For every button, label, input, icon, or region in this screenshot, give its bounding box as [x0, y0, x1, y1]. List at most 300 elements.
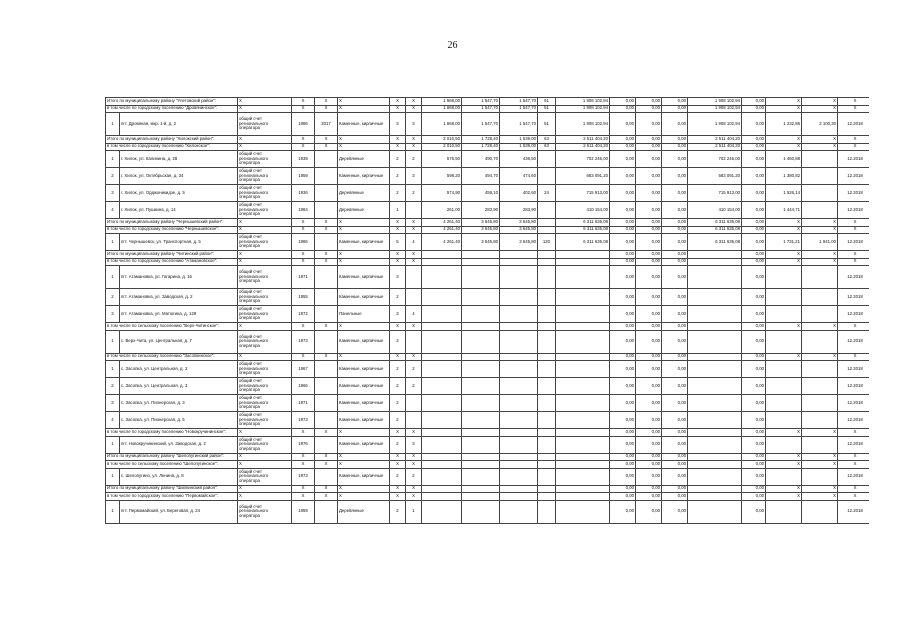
table-cell	[500, 266, 538, 289]
table-cell	[538, 436, 556, 453]
table-cell: 0,00	[636, 266, 662, 289]
table-cell: 1 908 102,94	[688, 105, 742, 113]
table-cell: 0,00	[636, 185, 662, 202]
table-cell: 0,00	[610, 98, 636, 106]
table-cell	[556, 461, 610, 469]
table-cell: 0,00	[742, 113, 766, 136]
table-cell	[802, 361, 838, 378]
table-cell: X	[838, 251, 870, 259]
table-cell: X	[292, 353, 315, 361]
table-cell: 24	[538, 185, 556, 202]
table-cell: 1 526,14	[766, 185, 802, 202]
table-cell: общий счет регионального оператора	[238, 151, 292, 168]
table-cell	[802, 378, 838, 395]
table-cell: X	[338, 105, 390, 113]
table-cell: 2	[406, 151, 422, 168]
table-cell	[422, 461, 462, 469]
table-cell	[538, 258, 556, 266]
table-cell: с. Шелопугино, ул. Ленина, д. 8	[120, 468, 238, 485]
table-cell: с. Верх-Чита, ул. Центральная, д. 7	[120, 330, 238, 353]
table-cell: 0,00	[610, 453, 636, 461]
table-cell: 6 311 635,08	[556, 226, 610, 234]
table-cell: 0,00	[662, 306, 688, 323]
table-cell: общий счет регионального оператора	[238, 361, 292, 378]
table-cell	[315, 412, 338, 429]
table-cell: 0,00	[636, 168, 662, 185]
table-cell: 0,00	[610, 378, 636, 395]
table-row	[106, 226, 870, 234]
table-cell: 6 311 635,08	[556, 219, 610, 227]
table-cell: 6 311 635,08	[688, 234, 742, 251]
table-cell: X	[766, 323, 802, 331]
table-cell: 0,00	[662, 330, 688, 353]
table-cell	[315, 468, 338, 485]
table-cell: 0,00	[742, 251, 766, 259]
table-cell: 0,00	[742, 353, 766, 361]
table-row	[106, 468, 870, 485]
table-cell	[766, 361, 802, 378]
table-cell	[538, 202, 556, 219]
table-cell	[422, 453, 462, 461]
table-cell: 12.2018	[838, 412, 870, 429]
table-cell: общий счет регионального оператора	[238, 395, 292, 412]
table-cell	[422, 395, 462, 412]
table-cell	[538, 468, 556, 485]
table-cell: X	[238, 219, 292, 227]
table-cell	[538, 493, 556, 501]
table-cell: X	[766, 258, 802, 266]
table-cell: 4	[106, 412, 120, 429]
table-cell: 0,00	[610, 361, 636, 378]
table-cell: Панельные	[338, 306, 390, 323]
table-cell: 0,00	[610, 266, 636, 289]
table-cell: X	[802, 219, 838, 227]
table-cell: X	[766, 485, 802, 493]
table-cell: 1	[106, 436, 120, 453]
table-cell: 0,00	[662, 98, 688, 106]
table-cell: X	[406, 105, 422, 113]
table-cell: 3 645,80	[462, 234, 500, 251]
table-cell: X	[766, 219, 802, 227]
table-cell	[315, 234, 338, 251]
table-cell: 0,00	[742, 168, 766, 185]
table-cell	[462, 378, 500, 395]
table-cell: 2	[106, 378, 120, 395]
table-cell: X	[315, 143, 338, 151]
table-cell	[802, 412, 838, 429]
table-cell: 0,00	[662, 136, 688, 144]
table-cell: общий счет регионального оператора	[238, 202, 292, 219]
table-cell	[422, 330, 462, 353]
table-row	[106, 323, 870, 331]
table-cell: Каменные, кирпичные	[338, 234, 390, 251]
table-cell: X	[315, 429, 338, 437]
table-cell	[500, 493, 538, 501]
table-cell: 0,00	[742, 151, 766, 168]
table-cell: X	[238, 461, 292, 469]
table-cell: в том числе по городскому поселению "Первомайское":	[106, 493, 238, 501]
table-cell: 1	[106, 266, 120, 289]
table-cell: Итого по муниципальному району "Шилкинский район":	[106, 485, 238, 493]
table-cell: 0,00	[610, 306, 636, 323]
table-cell: 0,00	[662, 493, 688, 501]
table-cell: общий счет регионального оператора	[238, 289, 292, 306]
table-cell: 3	[390, 113, 406, 136]
table-cell	[688, 436, 742, 453]
table-cell: X	[238, 453, 292, 461]
table-cell: 2	[406, 361, 422, 378]
table-cell: X	[406, 453, 422, 461]
table-cell: 1 547,70	[500, 105, 538, 113]
table-cell	[315, 266, 338, 289]
table-cell	[315, 378, 338, 395]
table-cell: 1 908 102,94	[688, 98, 742, 106]
table-cell: общий счет регионального оператора	[238, 113, 292, 136]
table-cell	[462, 412, 500, 429]
table-cell	[462, 500, 500, 523]
table-cell: 1939	[292, 151, 315, 168]
table-cell: 0,00	[610, 113, 636, 136]
table-cell	[688, 485, 742, 493]
table-cell: X	[292, 461, 315, 469]
table-cell	[556, 353, 610, 361]
page-number: 26	[447, 40, 458, 51]
table-cell	[500, 468, 538, 485]
table-cell: 0,00	[662, 323, 688, 331]
table-cell: 0,00	[610, 353, 636, 361]
table-cell: X	[338, 98, 390, 106]
table-row	[106, 266, 870, 289]
table-cell: пгт. Атамановка, ул. Гагарина, д. 16	[120, 266, 238, 289]
table-cell: 0,00	[636, 429, 662, 437]
table-cell: 0,00	[662, 353, 688, 361]
table-cell	[688, 453, 742, 461]
table-cell: X	[238, 105, 292, 113]
table-cell: Каменные, кирпичные	[338, 468, 390, 485]
table-row	[106, 251, 870, 259]
table-cell	[538, 251, 556, 259]
table-cell	[500, 306, 538, 323]
table-cell: 0,00	[610, 395, 636, 412]
table-cell: X	[406, 485, 422, 493]
table-cell: X	[766, 226, 802, 234]
table-cell	[315, 436, 338, 453]
table-cell: 0,00	[662, 234, 688, 251]
table-cell: X	[802, 98, 838, 106]
table-row	[106, 113, 870, 136]
table-cell: 1 908 102,94	[556, 98, 610, 106]
table-cell: 576,50	[422, 151, 462, 168]
table-cell: 0,00	[742, 453, 766, 461]
table-cell: 51	[538, 105, 556, 113]
table-cell: 12.2018	[838, 306, 870, 323]
table-cell	[500, 251, 538, 259]
table-cell: 2	[390, 436, 406, 453]
table-cell: г. Хилок, ул. Пушкина, д. 14	[120, 202, 238, 219]
table-cell	[500, 429, 538, 437]
table-cell: 0,00	[610, 485, 636, 493]
table-cell	[462, 436, 500, 453]
table-cell: Каменные, кирпичные	[338, 266, 390, 289]
table-cell: 2 511 404,20	[688, 136, 742, 144]
table-cell: 0,00	[742, 289, 766, 306]
table-cell: X	[766, 429, 802, 437]
table-cell	[688, 500, 742, 523]
table-cell: 1	[406, 500, 422, 523]
table-cell	[462, 330, 500, 353]
table-cell	[556, 323, 610, 331]
table-cell: 1976	[292, 436, 315, 453]
table-cell: X	[390, 485, 406, 493]
table-cell	[422, 378, 462, 395]
table-cell	[766, 500, 802, 523]
table-cell: 1 232,86	[766, 113, 802, 136]
table-cell: 1 668,00	[422, 113, 462, 136]
table-cell	[538, 395, 556, 412]
table-cell: X	[315, 136, 338, 144]
table-cell: 0,00	[636, 219, 662, 227]
table-cell: 0,00	[610, 493, 636, 501]
table-cell: X	[406, 143, 422, 151]
table-cell: 1	[106, 468, 120, 485]
table-cell: 0,00	[742, 306, 766, 323]
table-cell: 1973	[292, 468, 315, 485]
table-cell: Каменные, кирпичные	[338, 412, 390, 429]
table-row	[106, 258, 870, 266]
table-cell: 1986	[292, 113, 315, 136]
table-cell: 474,60	[500, 168, 538, 185]
table-cell	[688, 323, 742, 331]
table-cell: 0,00	[610, 251, 636, 259]
table-cell: общий счет регионального оператора	[238, 330, 292, 353]
table-cell: 63	[538, 143, 556, 151]
table-cell	[406, 412, 422, 429]
table-cell: 1971	[292, 395, 315, 412]
table-cell: X	[390, 251, 406, 259]
table-cell: 0,00	[742, 330, 766, 353]
table-cell: X	[406, 429, 422, 437]
table-cell: 0,00	[662, 461, 688, 469]
table-cell: 12.2018	[838, 468, 870, 485]
table-cell: X	[406, 323, 422, 331]
table-cell	[315, 202, 338, 219]
table-cell: 0,00	[742, 500, 766, 523]
table-cell: X	[315, 219, 338, 227]
table-cell	[315, 289, 338, 306]
table-cell: 1 460,88	[766, 151, 802, 168]
table-cell: X	[292, 453, 315, 461]
table-cell: X	[338, 453, 390, 461]
table-cell: 0,00	[662, 168, 688, 185]
table-cell: 1 728,40	[462, 136, 500, 144]
table-cell	[500, 436, 538, 453]
table-cell: X	[802, 485, 838, 493]
table-cell	[688, 378, 742, 395]
table-cell: 0,00	[610, 500, 636, 523]
table-cell: 6 311 635,08	[688, 219, 742, 227]
table-cell: 1 728,40	[462, 143, 500, 151]
table-cell: Итого по муниципальному району "Читинский район":	[106, 251, 238, 259]
table-cell: 1984	[292, 202, 315, 219]
table-cell: 0,00	[610, 105, 636, 113]
table-cell: 1 908 102,94	[556, 113, 610, 136]
table-cell: X	[338, 493, 390, 501]
table-cell: X	[315, 485, 338, 493]
table-cell: 2	[390, 412, 406, 429]
table-cell: 410 154,00	[688, 202, 742, 219]
table-cell	[422, 412, 462, 429]
table-cell	[538, 219, 556, 227]
table-cell: 0,00	[636, 453, 662, 461]
table-cell	[422, 306, 462, 323]
table-cell: 12.2018	[838, 168, 870, 185]
table-cell: X	[802, 226, 838, 234]
table-cell: 1 547,70	[462, 113, 500, 136]
table-cell	[538, 289, 556, 306]
table-cell	[462, 429, 500, 437]
table-row	[106, 151, 870, 168]
table-cell: 63	[538, 136, 556, 144]
table-cell: 1966	[292, 378, 315, 395]
table-cell	[556, 436, 610, 453]
table-cell: 12.2018	[838, 289, 870, 306]
table-cell	[688, 361, 742, 378]
table-cell: 0,00	[610, 168, 636, 185]
table-cell: пгт. Чернышевск, ул. Транспортная, д. 5	[120, 234, 238, 251]
table-cell	[766, 289, 802, 306]
table-cell	[556, 429, 610, 437]
table-cell: 0,00	[742, 234, 766, 251]
table-cell	[556, 485, 610, 493]
table-cell	[802, 468, 838, 485]
table-cell: 2	[390, 185, 406, 202]
table-row	[106, 353, 870, 361]
table-cell: 0,00	[636, 151, 662, 168]
table-cell: X	[802, 461, 838, 469]
table-cell: Деревянные	[338, 202, 390, 219]
table-cell: 12.2018	[838, 395, 870, 412]
table-cell: 51	[538, 98, 556, 106]
table-cell: 1 444,71	[766, 202, 802, 219]
table-cell: 2	[406, 378, 422, 395]
table-cell: X	[338, 353, 390, 361]
table-cell: 2 010,50	[422, 136, 462, 144]
table-cell: 4 261,40	[422, 219, 462, 227]
table-cell: пгт. Дровяная, мкр. 1-й, д. 2	[120, 113, 238, 136]
table-cell: 0,00	[636, 113, 662, 136]
table-cell	[422, 436, 462, 453]
table-cell: 2	[390, 378, 406, 395]
table-cell: X	[315, 105, 338, 113]
table-cell	[406, 202, 422, 219]
table-cell: X	[238, 485, 292, 493]
table-cell	[406, 266, 422, 289]
table-cell: 3 645,80	[462, 226, 500, 234]
table-cell: 0,00	[742, 493, 766, 501]
table-cell: 0,00	[662, 226, 688, 234]
table-cell: 1 547,70	[462, 105, 500, 113]
table-cell	[556, 500, 610, 523]
table-cell: г. Хилок, ул. Орджоникидзе, д. 5	[120, 185, 238, 202]
table-cell: 1959	[292, 168, 315, 185]
table-cell: 0,00	[636, 353, 662, 361]
table-cell: 0,00	[610, 202, 636, 219]
table-cell: в том числе по сельскому поселению "Шелопугинское":	[106, 461, 238, 469]
table-cell	[500, 485, 538, 493]
table-cell: X	[802, 251, 838, 259]
table-cell: 0,00	[636, 258, 662, 266]
table-cell	[500, 289, 538, 306]
table-row	[106, 143, 870, 151]
table-cell: 1 547,70	[500, 113, 538, 136]
table-cell: 0,00	[742, 378, 766, 395]
table-cell	[500, 258, 538, 266]
table-cell: 0,00	[636, 378, 662, 395]
table-cell: 715 913,00	[688, 185, 742, 202]
table-cell: 2	[390, 168, 406, 185]
table-cell: X	[406, 353, 422, 361]
table-cell: пгт. Атамановка, ул. Матюгина, д. 129	[120, 306, 238, 323]
table-cell: X	[292, 98, 315, 106]
table-cell: X	[315, 251, 338, 259]
table-cell	[766, 330, 802, 353]
table-cell: 0,00	[636, 361, 662, 378]
table-cell: 0,00	[662, 412, 688, 429]
table-cell: X	[838, 453, 870, 461]
table-cell: в том числе по городскому поселению "Чернышевское":	[106, 226, 238, 234]
table-row	[106, 436, 870, 453]
table-cell: 2 511 404,20	[688, 143, 742, 151]
table-cell: Каменные, кирпичные	[338, 330, 390, 353]
table-cell: X	[315, 353, 338, 361]
table-cell: X	[838, 461, 870, 469]
table-cell: 0,00	[610, 412, 636, 429]
table-cell: X	[338, 461, 390, 469]
table-row	[106, 453, 870, 461]
table-cell: X	[238, 353, 292, 361]
table-cell: 12.2018	[838, 151, 870, 168]
table-cell: 2 511 404,20	[556, 136, 610, 144]
capital-repair-table	[105, 97, 869, 628]
table-cell: X	[338, 219, 390, 227]
table-cell: пгт. Новокручининский, ул. Заводская, д. 2	[120, 436, 238, 453]
table-row	[106, 461, 870, 469]
table-cell: 0,00	[636, 234, 662, 251]
table-cell: 2017	[315, 113, 338, 136]
table-cell: X	[315, 98, 338, 106]
table-cell	[538, 361, 556, 378]
table-cell: с. Засопка, ул. Центральная, д. 2	[120, 361, 238, 378]
table-cell: X	[390, 98, 406, 106]
table-cell: пгт. Атамановка, ул. Заводская, д. 2	[120, 289, 238, 306]
table-cell	[422, 266, 462, 289]
table-cell: 0,00	[662, 266, 688, 289]
table-row	[106, 395, 870, 412]
table-cell: 0,00	[742, 136, 766, 144]
table-cell: X	[838, 219, 870, 227]
table-cell: X	[406, 461, 422, 469]
table-cell: X	[838, 143, 870, 151]
table-cell: 0,00	[742, 429, 766, 437]
table-cell: 0,00	[636, 251, 662, 259]
table-cell: г. Хилок, ул. Октябрьская, д. 34	[120, 168, 238, 185]
table-cell: 0,00	[662, 436, 688, 453]
table-cell: 2	[390, 500, 406, 523]
table-cell	[556, 330, 610, 353]
table-cell	[802, 202, 838, 219]
table-cell: Деревянные	[338, 500, 390, 523]
table-row	[106, 202, 870, 219]
